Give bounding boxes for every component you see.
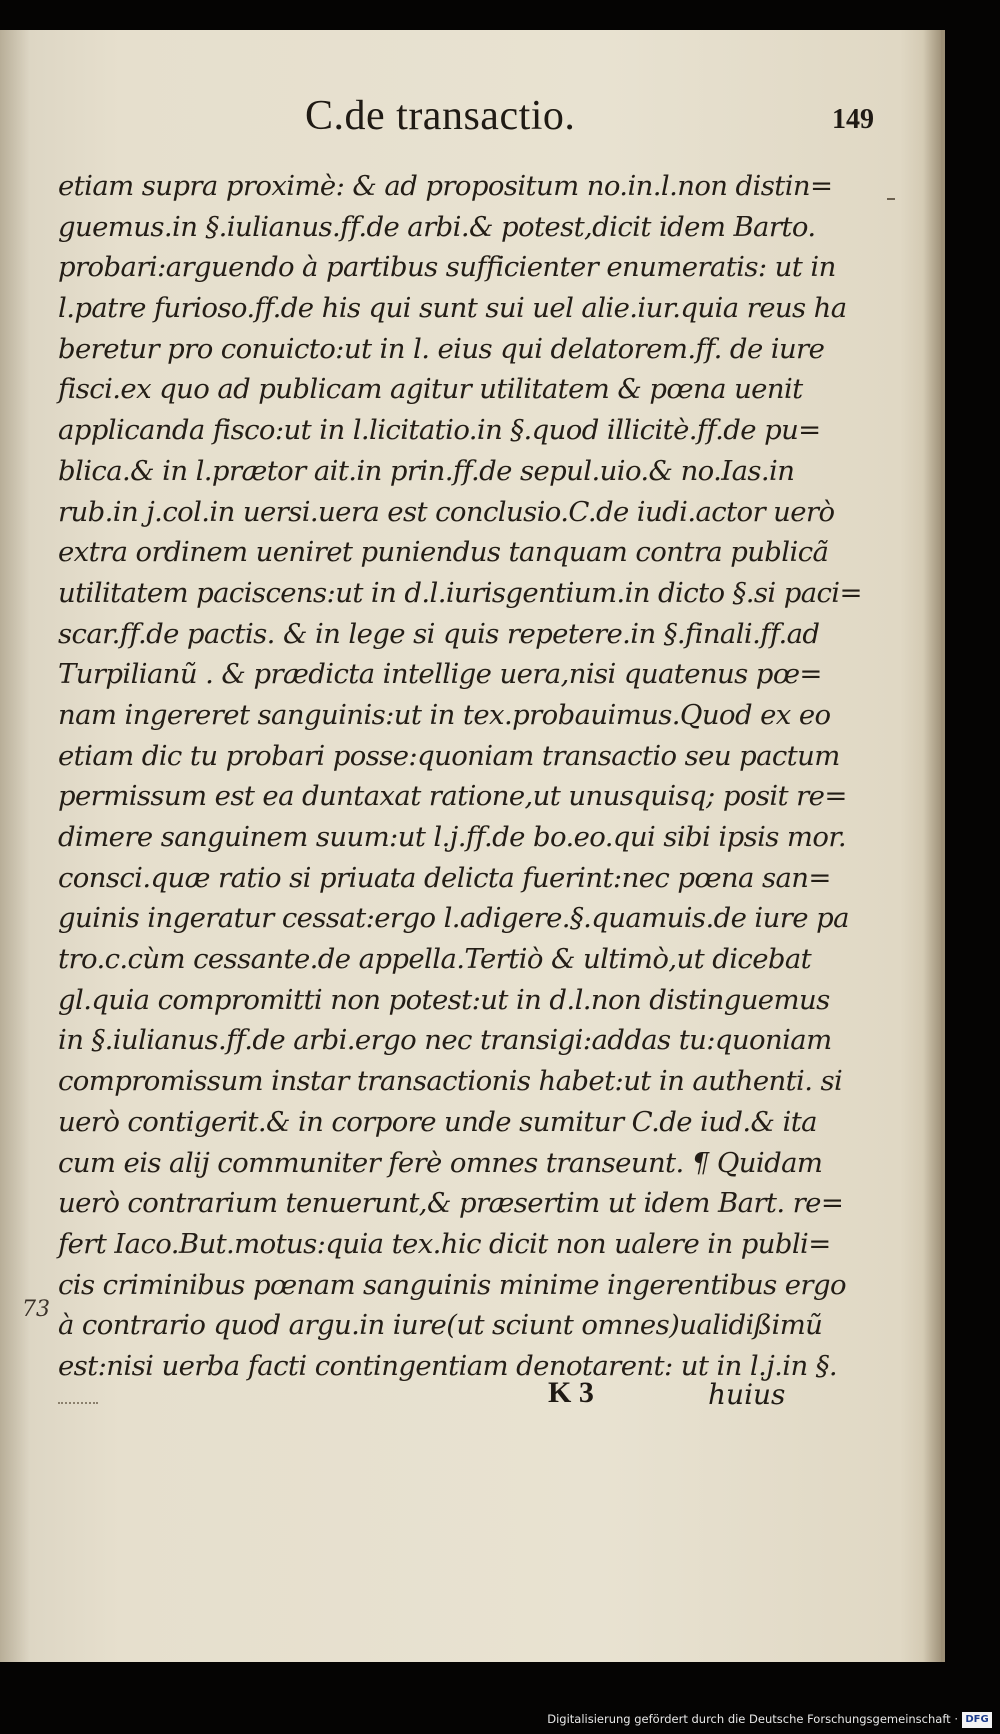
body-text bbox=[58, 166, 862, 1387]
page-footer bbox=[0, 1376, 945, 1426]
page-header bbox=[0, 92, 945, 152]
text-line: nam ingereret sanguinis:ut in tex.probauimus.Quod ex eo bbox=[58, 698, 831, 731]
running-title: C.de transactio. bbox=[305, 93, 576, 139]
text-line: cis criminibus pœnam sanguinis minime ingerentibus ergo bbox=[58, 1268, 846, 1301]
text-line: scar.ff.de pactis. & in lege si quis repetere.in §.finali.ff.ad bbox=[58, 617, 820, 650]
text-line: l.patre furioso.ff.de his qui sunt sui uel alie.iur.quia reus ha bbox=[58, 292, 847, 325]
text-line: guemus.in §.iulianus.ff.de arbi.& potest,dicit idem Barto. bbox=[58, 210, 816, 243]
text-line: Turpilianũ . & prædicta intellige uera,nisi quatenus pœ= bbox=[58, 658, 822, 691]
text-line: fisci.ex quo ad publicam agitur utilitatem & pœna uenit bbox=[58, 373, 803, 406]
text-line: etiam dic tu probari posse:quoniam transactio seu pactum bbox=[58, 739, 840, 772]
margin-mark bbox=[887, 198, 895, 200]
text-line: est:nisi uerba facti contingentiam denotarent: ut in l.j.in §. bbox=[58, 1349, 838, 1382]
text-line: à contrario quod argu.in iure(ut sciunt omnes)ualidißimũ bbox=[58, 1309, 823, 1342]
book-page bbox=[0, 30, 945, 1662]
text-line: guinis ingeratur cessat:ergo l.adigere.§.quamuis.de iure pa bbox=[58, 902, 849, 935]
text-line: fert Iaco.But.motus:quia tex.hic dicit non ualere in publi= bbox=[58, 1227, 831, 1260]
text-line: tro.c.cùm cessante.de appella.Tertiò & ultimò,ut dicebat bbox=[58, 943, 812, 976]
dfg-logo-icon: DFG bbox=[962, 1712, 992, 1728]
text-line: uerò contigerit.& in corpore unde sumitur C.de iud.& ita bbox=[58, 1105, 817, 1138]
text-line: dimere sanguinem suum:ut l.j.ff.de bo.eo.qui sibi ipsis mor. bbox=[58, 821, 847, 853]
text-line: cum eis alij communiter ferè omnes transeunt. ¶ Quidam bbox=[58, 1146, 823, 1179]
text-line: consci.quæ ratio si priuata delicta fuerint:nec pœna san= bbox=[58, 861, 831, 894]
signature-mark: K 3 bbox=[548, 1376, 594, 1409]
credit-strip bbox=[0, 1700, 1000, 1734]
text-line: applicanda fisco:ut in l.licitatio.in §.quod illicitè.ff.de pu= bbox=[58, 414, 821, 447]
text-line: beretur pro conuicto:ut in l. eius qui delatorem.ff. de iure bbox=[58, 332, 825, 365]
text-line: probari:arguendo à partibus sufficienter enumeratis: ut in bbox=[58, 251, 836, 284]
text-line: utilitatem paciscens:ut in d.l.iurisgentium.in dicto §.si paci= bbox=[58, 576, 862, 609]
text-line: rub.in j.col.in uersi.uera est conclusio.C.de iudi.actor uerò bbox=[58, 495, 835, 528]
funding-credit: Digitalisierung gefördert durch die Deutsche Forschungsgemeinschaft · bbox=[547, 1712, 958, 1726]
text-line: uerò contrarium tenuerunt,& præsertim ut idem Bart. re= bbox=[58, 1187, 844, 1220]
text-line: in §.iulianus.ff.de arbi.ergo nec transigi:addas tu:quoniam bbox=[58, 1024, 832, 1057]
catchword: huius bbox=[708, 1378, 786, 1411]
text-line: gl.quia compromitti non potest:ut in d.l.non distinguemus bbox=[58, 983, 830, 1016]
text-line: extra ordinem ueniret puniendus tanquam contra publicã bbox=[58, 536, 829, 569]
text-line: blica.& in l.prætor ait.in prin.ff.de sepul.uio.& no.Ias.in bbox=[58, 454, 795, 487]
text-line: compromissum instar transactionis habet:ut in authenti. si bbox=[58, 1065, 843, 1098]
marginal-number: 73 bbox=[22, 1297, 50, 1322]
text-line: permissum est ea duntaxat ratione,ut unusquisq; posit re= bbox=[58, 780, 847, 813]
text-line: etiam supra proximè: & ad propositum no.in.l.non distin= bbox=[58, 170, 833, 202]
folio-number: 149 bbox=[832, 104, 874, 135]
